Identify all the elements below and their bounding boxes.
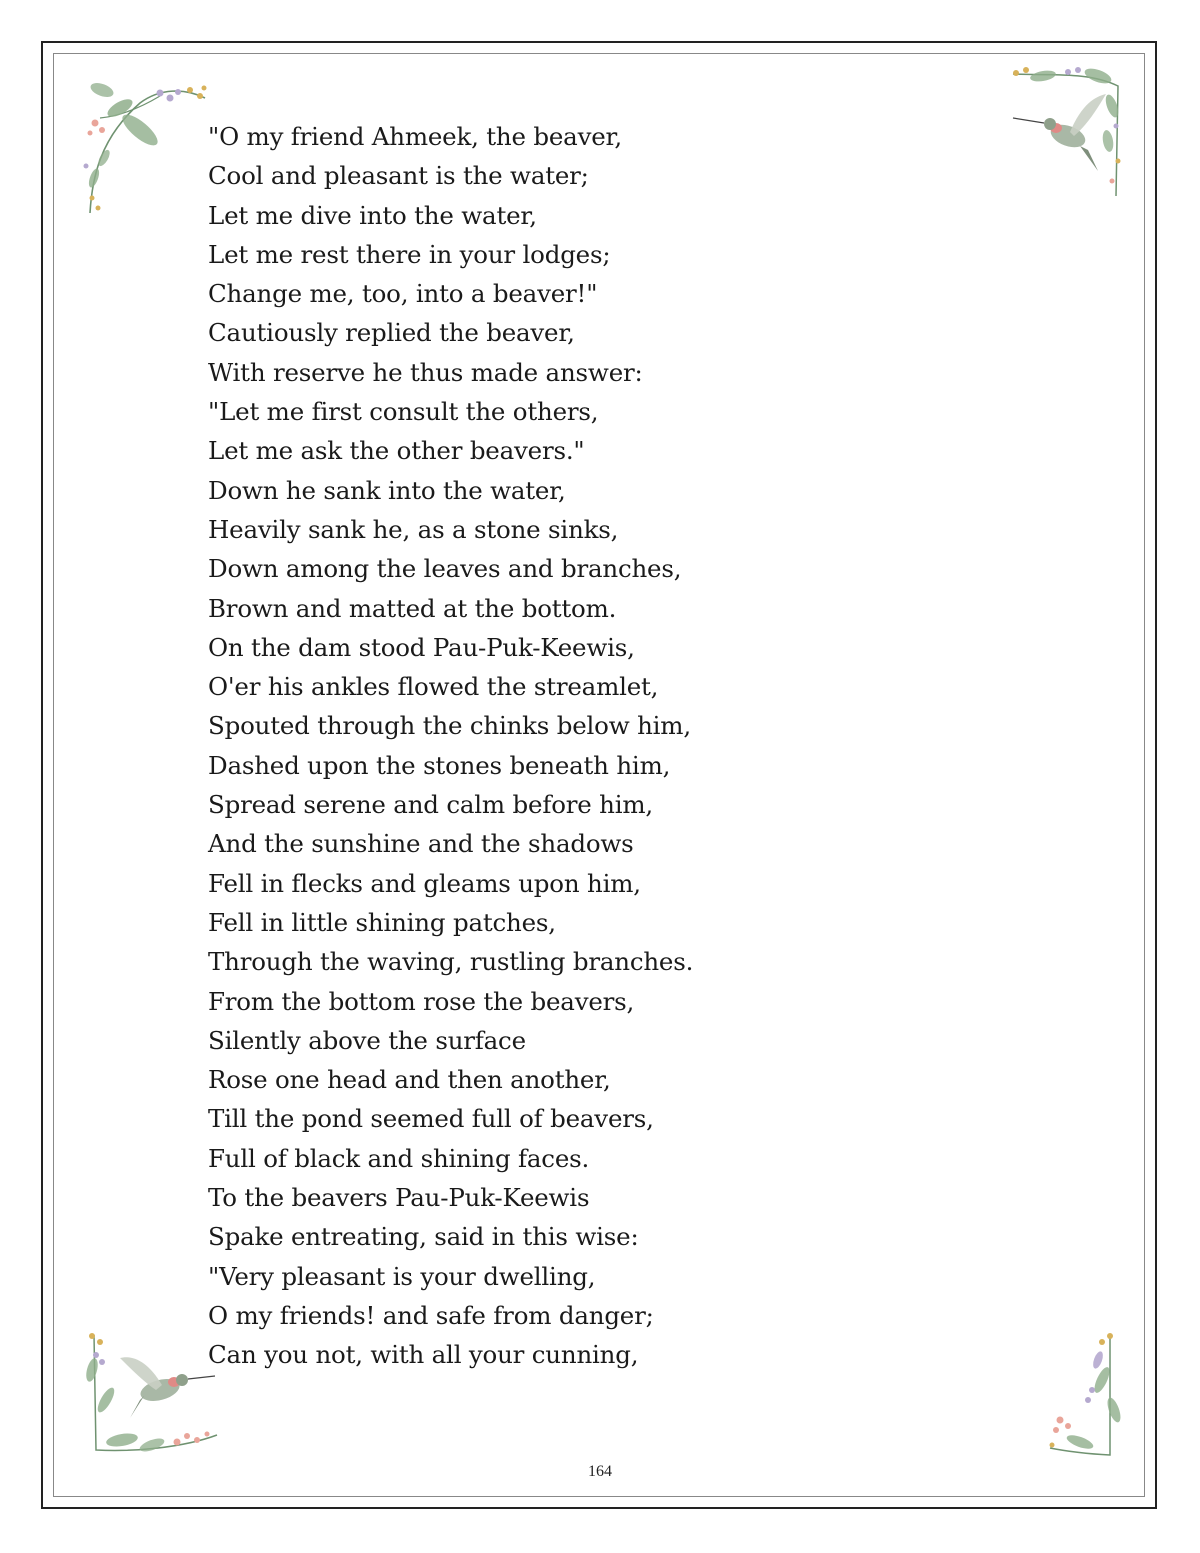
poem-line: Silently above the surface (208, 1025, 526, 1055)
poem-text (208, 117, 693, 1375)
page-number: 164 (588, 1463, 612, 1480)
poem-line: Through the waving, rustling branches. (208, 947, 694, 977)
poem-line: Down among the leaves and branches, (208, 554, 682, 584)
poem-line: "O my friend Ahmeek, the beaver, (208, 122, 622, 151)
hummingbird-floral-icon (82, 1330, 222, 1460)
floral-corner-icon (80, 78, 215, 218)
poem-line: Cautiously replied the beaver, (208, 318, 575, 348)
poem-line: O'er his ankles flowed the streamlet, (208, 672, 659, 702)
poem-line: Cool and pleasant is the water; (208, 161, 589, 191)
poem-line: And the sunshine and the shadows (208, 829, 634, 859)
poem-line: Rose one head and then another, (208, 1065, 611, 1095)
hummingbird-floral-icon (1008, 66, 1123, 201)
poem-line: Change me, too, into a beaver!" (208, 279, 598, 309)
poem-line: To the beavers Pau-Puk-Keewis (208, 1183, 590, 1213)
poem-line: Let me ask the other beavers." (208, 436, 585, 466)
poem-line: On the dam stood Pau-Puk-Keewis, (208, 632, 635, 662)
poem-line: Let me dive into the water, (208, 200, 537, 230)
poem-line: Fell in flecks and gleams upon him, (208, 868, 641, 898)
poem-line: With reserve he thus made answer: (208, 357, 643, 387)
poem-line: Heavily sank he, as a stone sinks, (208, 514, 619, 544)
poem-line: Dashed upon the stones beneath him, (208, 750, 671, 780)
poem-line: Spake entreating, said in this wise: (208, 1222, 639, 1252)
poem-line: Can you not, with all your cunning, (208, 1340, 639, 1370)
poem-line: Brown and matted at the bottom. (208, 593, 617, 623)
poem-line: Full of black and shining faces. (208, 1143, 590, 1173)
poem-line: O my friends! and safe from danger; (208, 1300, 654, 1330)
poem-line: Fell in little shining patches, (208, 907, 556, 937)
poem-line: "Let me first consult the others, (208, 397, 599, 427)
floral-corner-icon (1040, 1330, 1122, 1460)
poem-line: Let me rest there in your lodges; (208, 239, 611, 269)
poem-line: Till the pond seemed full of beavers, (208, 1104, 654, 1134)
poem-line: "Very pleasant is your dwelling, (208, 1261, 596, 1291)
poem-line: From the bottom rose the beavers, (208, 986, 635, 1016)
poem-line: Spread serene and calm before him, (208, 790, 653, 820)
poem-line: Down he sank into the water, (208, 475, 566, 505)
poem-line: Spouted through the chinks below him, (208, 711, 691, 741)
